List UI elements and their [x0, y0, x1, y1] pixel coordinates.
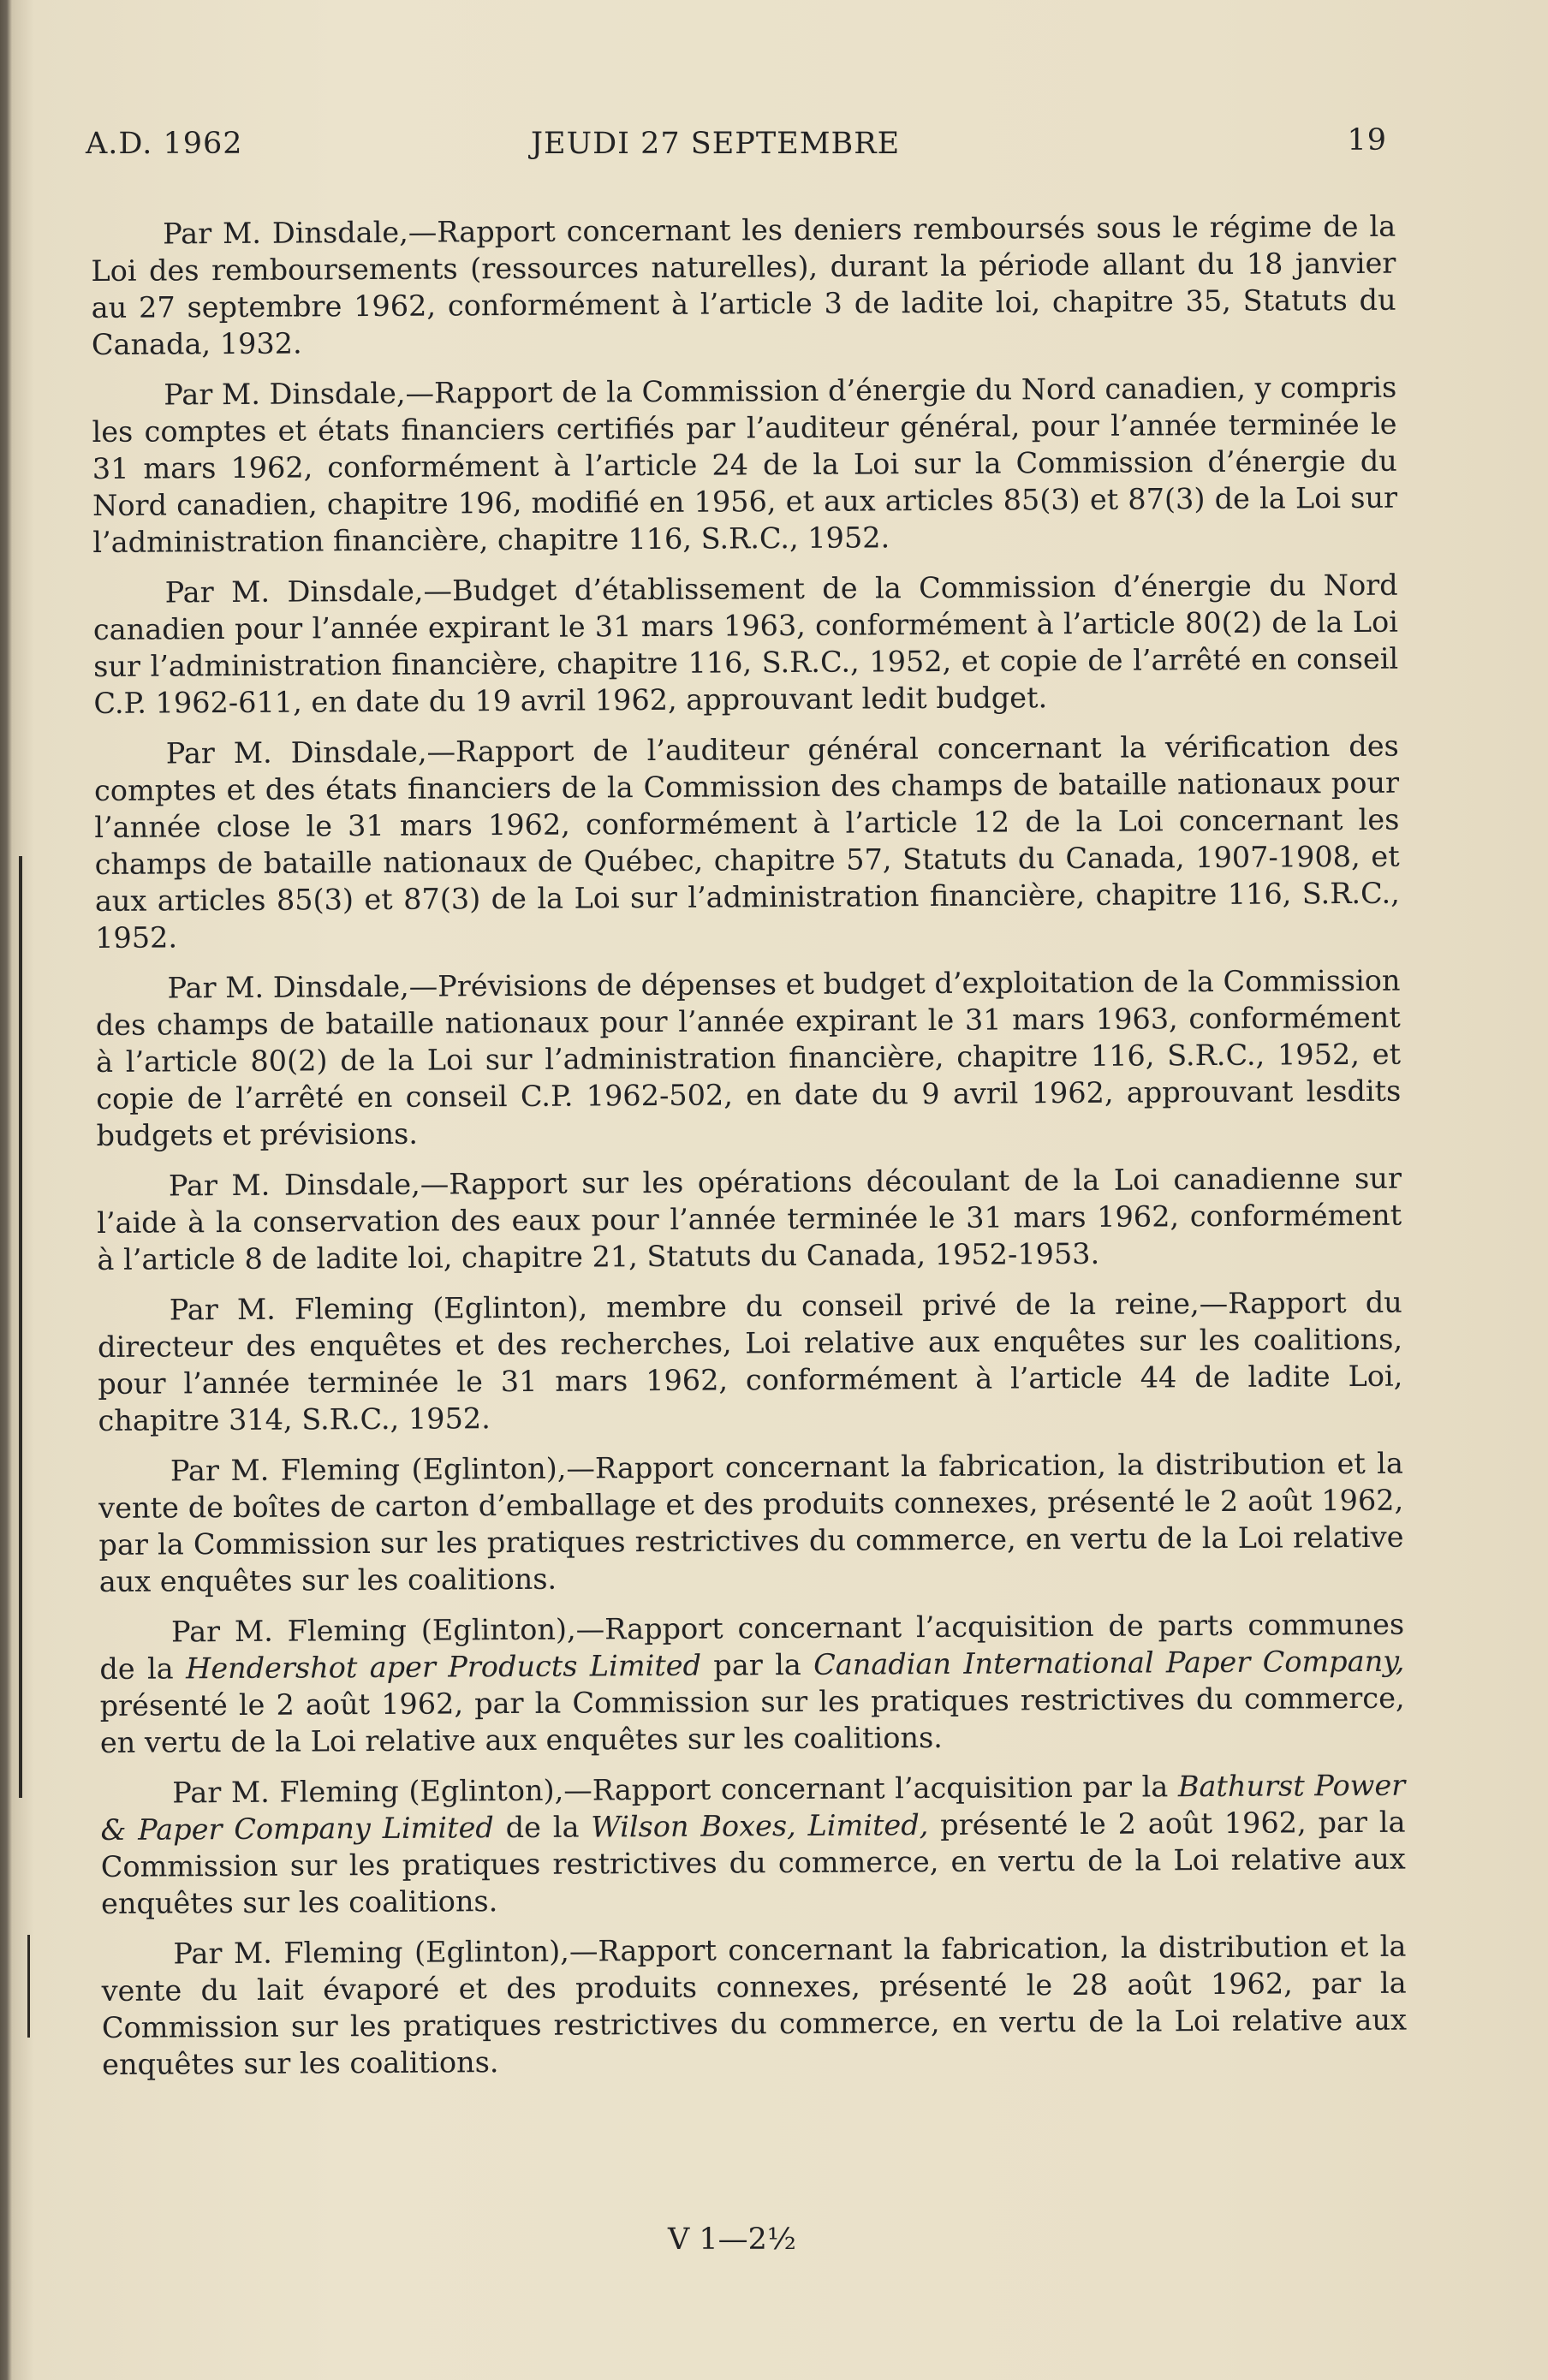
running-header [86, 123, 1387, 170]
company-name: Hendershot aper Products Limited [185, 1648, 702, 1686]
paragraph: Par M. Fleming (Eglinton),—Rapport concernant la fabrication, la distribution et la vente du lait évaporé et des produits connexes, présenté le 28 août 1962, par la Commission sur les pratiques restrictives du commerce, en vertu de la Loi relative aux enquêtes sur les coalitions. [101, 1929, 1408, 2081]
paragraph: Par M. Fleming (Eglinton), membre du conseil privé de la reine,—Rapport du directeur des enquêtes et des recherches, Loi relative aux enquêtes sur les coalitions, pour l’année terminée le 31 mars 1962, conformément à l’article 44 de ladite Loi, chapitre 314, S.R.C., 1952. [97, 1285, 1403, 1437]
paragraph [100, 1767, 1406, 1922]
paragraph [99, 1606, 1405, 1761]
document-body [91, 208, 1407, 2097]
paragraph: Par M. Dinsdale,—Rapport sur les opérations découlant de la Loi canadienne sur l’aide à la conservation des eaux pour l’année terminée le 31 mars 1962, conformément à l’article 8 de ladite loi, chapitre 21, Statuts du Canada, 1952-1953. [97, 1161, 1402, 1276]
signature-mark: V 1—2½ [668, 2222, 796, 2257]
paragraph: Par M. Dinsdale,—Budget d’établissement de la Commission d’énergie du Nord canadien pour l’année expirant le 31 mars 1963, conformément à l’article 80(2) de la Loi sur l’administration financière, chapitre 116, S.R.C., 1952, et copie de l’arrêté en conseil C.P. 1962-611, en date du 19 avril 1962, approuvant ledit budget. [92, 568, 1399, 720]
company-name: Bathurst Power & Paper Company Limited [100, 1768, 1406, 1847]
company-name: Canadian International Paper Company, [813, 1644, 1405, 1681]
company-name: Wilson Boxes, Limited, [591, 1808, 929, 1844]
header-date: JEUDI 27 SEPTEMBRE [531, 127, 901, 161]
paragraph-text: par la [700, 1647, 814, 1682]
paragraph: Par M. Dinsdale,—Prévisions de dépenses et budget d’exploitation de la Commission des champs de bataille nationaux pour l’année expirant le 31 mars 1963, conformément à l’article 80(2) de la Loi sur l’administration financière, chapitre 116, S.R.C., 1952, et copie de l’arrêté en conseil C.P. 1962-502, en date du 9 avril 1962, approuvant lesdits budgets et prévisions. [95, 963, 1402, 1152]
spine-mark [27, 1935, 30, 2038]
paragraph-text: Par M. Fleming (Eglinton),—Rapport concernant l’acquisition de parts communes de la [99, 1607, 1405, 1686]
paragraph: Par M. Dinsdale,—Rapport de la Commission d’énergie du Nord canadien, y compris les comptes et états financiers certifiés par l’auditeur général, pour l’année terminée le 31 mars 1962, conformément à l’article 24 de la Loi sur la Commission d’énergie du Nord canadien, chapitre 196, modifié en 1956, et aux articles 85(3) et 87(3) de la Loi sur l’administration financière, chapitre 116, S.R.C., 1952. [92, 370, 1398, 559]
paragraph: Par M. Fleming (Eglinton),—Rapport concernant la fabrication, la distribution et la vente de boîtes de carton d’emballage et des produits connexes, présenté le 2 août 1962, par la Commission sur les pratiques restrictives du commerce, en vertu de la Loi relative aux enquêtes sur les coalitions. [98, 1446, 1404, 1598]
paragraph: Par M. Dinsdale,—Rapport concernant les deniers remboursés sous le régime de la Loi des remboursements (ressources naturelles), durant la période allant du 18 janvier au 27 septembre 1962, conformément à l’article 3 de ladite loi, chapitre 35, Statuts du Canada, 1932. [91, 209, 1396, 361]
header-year: A.D. 1962 [86, 127, 243, 161]
page-number: 19 [1347, 123, 1387, 158]
paragraph-text: de la [493, 1810, 592, 1845]
paragraph: Par M. Dinsdale,—Rapport de l’auditeur général concernant la vérification des comptes et des états financiers de la Commission des champs de bataille nationaux pour l’année close le 31 mars 1962, conformément à l’article 12 de la Loi concernant les champs de bataille nationaux de Québec, chapitre 57, Statuts du Canada, 1907-1908, et aux articles 85(3) et 87(3) de la Loi sur l’administration financière, chapitre 116, S.R.C., 1952. [93, 729, 1400, 955]
paragraph-text: présenté le 2 août 1962, par la Commission sur les pratiques restrictives du commerce, en vertu de la Loi relative aux enquêtes sur les coalitions. [100, 1805, 1406, 1920]
paragraph-text: Par M. Fleming (Eglinton),—Rapport concernant l’acquisition par la [172, 1770, 1178, 1810]
spine-edge [19, 856, 22, 1798]
paragraph-text: présenté le 2 août 1962, par la Commission sur les pratiques restrictives du commerce, en vertu de la Loi relative aux enquêtes sur les coalitions. [99, 1681, 1405, 1759]
